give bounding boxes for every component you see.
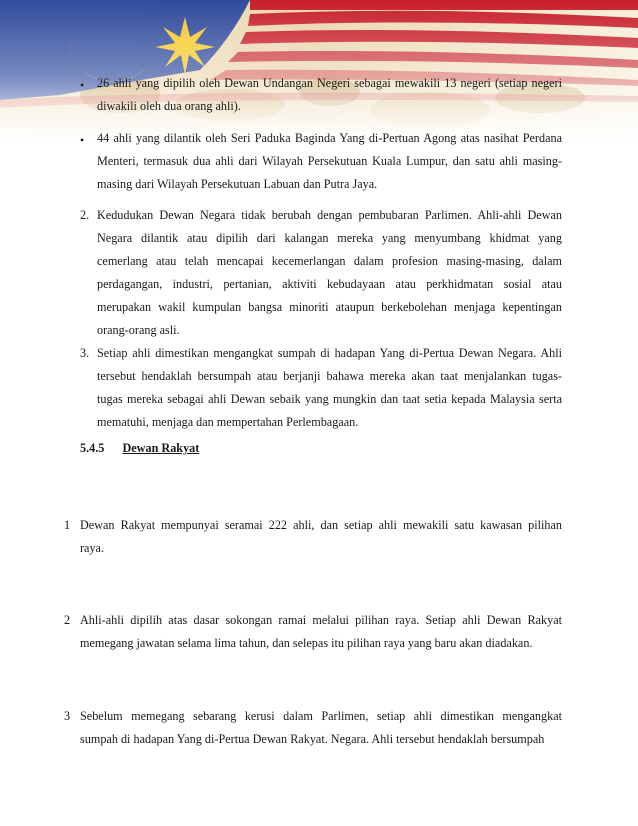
bullet-item	[97, 72, 562, 118]
item-line: tugas mereka sebagai ahli Dewan sebaik yang mungkin dan taat setia kepada Malaysia serta	[97, 392, 562, 406]
paragraph	[80, 609, 562, 655]
bullet-line: 26 ahli yang dipilih oleh Dewan Undangan Negeri sebagai mewakili 13 negeri (setiap negeri	[97, 76, 562, 90]
paragraph-number: 1	[64, 518, 71, 532]
bullet-marker: •	[80, 133, 85, 147]
item-line: Kedudukan Dewan Negara tidak berubah dengan pembubaran Parlimen. Ahli-ahli Dewan	[97, 208, 562, 222]
item-line: Setiap ahli dimestikan mengangkat sumpah di hadapan Yang di-Pertua Dewan Negara. Ahli	[97, 346, 562, 360]
paragraph-number: 2	[64, 613, 71, 627]
item-line: mematuhi, menjaga dan mempertahan Perlembagaan.	[97, 415, 359, 429]
paragraph	[80, 705, 562, 751]
section-heading	[80, 441, 199, 456]
bullet-line: masing dari Wilayah Persekutuan Labuan dan Putra Jaya.	[97, 177, 378, 191]
bullet-line: 44 ahli yang dilantik oleh Seri Paduka Baginda Yang di-Pertuan Agong atas nasihat Perdana	[97, 131, 562, 145]
section-number: 5.4.5	[80, 441, 105, 455]
item-line: perdagangan, industri, pertanian, aktiviti kebudayaan atau perkhidmatan sosial atau	[97, 277, 562, 291]
item-line: orang-orang asli.	[97, 323, 180, 337]
item-number: 3.	[80, 346, 90, 360]
paragraph-line: Sebelum memegang sebarang kerusi dalam Parlimen, setiap ahli dimestikan mengangkat	[80, 709, 562, 723]
paragraph-line: Ahli-ahli dipilih atas dasar sokongan ramai melalui pilihan raya. Setiap ahli Dewan Rakyat	[80, 613, 562, 627]
numbered-item	[97, 342, 562, 434]
bullet-line: Menteri, termasuk dua ahli dari Wilayah Persekutuan Kuala Lumpur, dan satu ahli masing-	[97, 154, 562, 168]
bullet-line: diwakili oleh dua orang ahli).	[97, 99, 241, 113]
item-number: 2.	[80, 208, 90, 222]
bullet-marker: •	[80, 78, 85, 92]
paragraph-line: Dewan Rakyat mempunyai seramai 222 ahli, dan setiap ahli mewakili satu kawasan pilihan	[80, 518, 562, 532]
paragraph-line: raya.	[80, 541, 105, 555]
item-line: cemerlang atau telah mencapai kecemerlangan dalam profesion masing-masing, dalam	[97, 254, 562, 268]
paragraph-line: memegang jawatan selama lima tahun, dan selepas itu pilihan raya yang baru akan diadakan.	[80, 636, 533, 650]
item-line: merupakan wakil kumpulan bangsa minoriti ataupun berkebolehan menjaga kepentingan	[97, 300, 562, 314]
item-line: tersebut hendaklah bersumpah atau berjanji bahawa mereka akan taat menjalankan tugas-	[97, 369, 562, 383]
paragraph	[80, 514, 562, 560]
numbered-item	[97, 204, 562, 342]
bullet-item	[97, 127, 562, 196]
section-title: Dewan Rakyat	[122, 441, 200, 455]
paragraph-number: 3	[64, 709, 71, 723]
paragraph-line: sumpah di hadapan Yang di-Pertua Dewan Rakyat. Negara. Ahli tersebut hendaklah bersumpah	[80, 732, 545, 746]
item-line: Negara dilantik atau dipilih dari kalangan mereka yang menyumbang khidmat yang	[97, 231, 562, 245]
